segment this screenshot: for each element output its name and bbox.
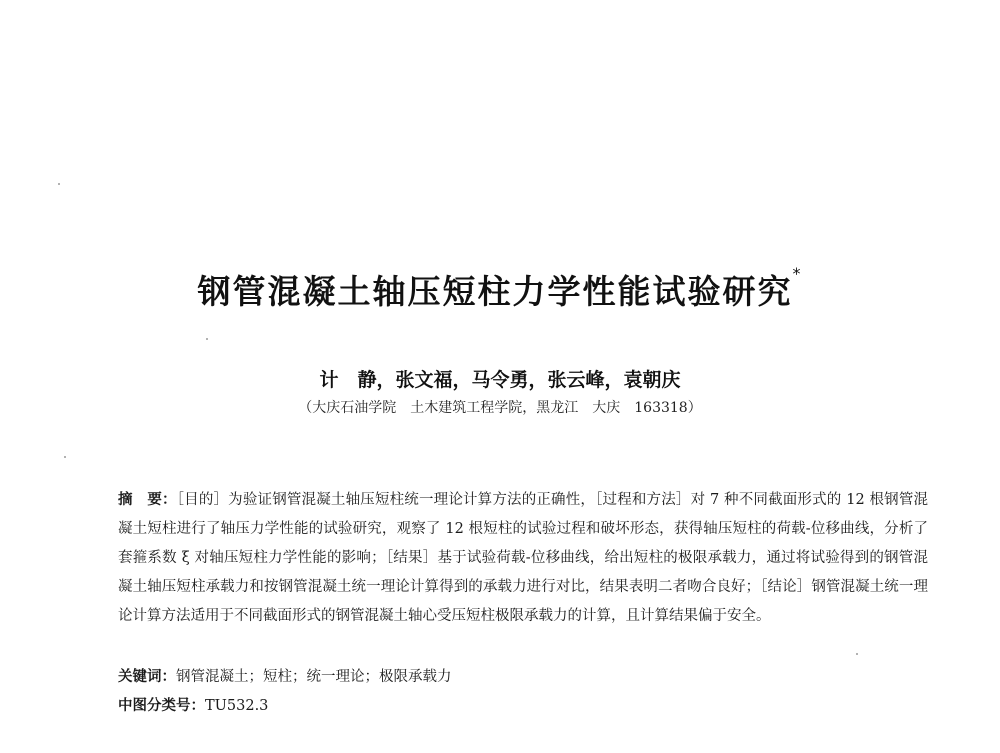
paper-title: [0, 266, 1000, 313]
title-footnote-mark: *: [792, 264, 803, 283]
classification-line: [118, 694, 268, 715]
scan-speck: [58, 183, 60, 185]
abstract-paragraph: [118, 486, 928, 631]
classification-code: TU532.3: [205, 698, 269, 714]
paper-title-text: 钢管混凝土轴压短柱力学性能试验研究: [197, 272, 793, 311]
classification-label: 中图分类号：: [118, 698, 205, 714]
abstract-label: 摘 要：: [118, 492, 177, 508]
keywords-line: [118, 665, 452, 686]
author-list: 计 静，张文福，马令勇，张云峰，袁朝庆: [319, 369, 681, 391]
scan-speck: [856, 653, 858, 655]
scan-speck: [64, 456, 66, 458]
abstract-text: ［目的］为验证钢管混凝土轴压短柱统一理论计算方法的正确性，［过程和方法］对 7 种不同截面形式的 12 根钢管混凝土短柱进行了轴压力学性能的试验研究，观察了 12 根短柱的试验过程和破坏形态，获得轴压短柱的荷载-位移曲线，分析了套箍系数 ξ 对轴压短柱力学性能的影响；［结果］基于试验荷载-位移曲线，给出短柱的极限承载力，通过将试验得到的钢管混凝土轴压短柱承载力和按钢管混凝土统一理论计算得到的承载力进行对比，结果表明二者吻合良好；［结论］钢管混凝土统一理论计算方法适用于不同截面形式的钢管混凝土轴心受压短柱极限承载力的计算，且计算结果偏于安全。: [118, 492, 929, 624]
keywords-text: 钢管混凝土；短柱；统一理论；极限承载力: [176, 669, 452, 685]
affiliation: （大庆石油学院 土木建筑工程学院，黑龙江 大庆 163318）: [298, 400, 702, 416]
keywords-label: 关键词：: [118, 669, 176, 685]
scan-speck: [206, 338, 208, 340]
